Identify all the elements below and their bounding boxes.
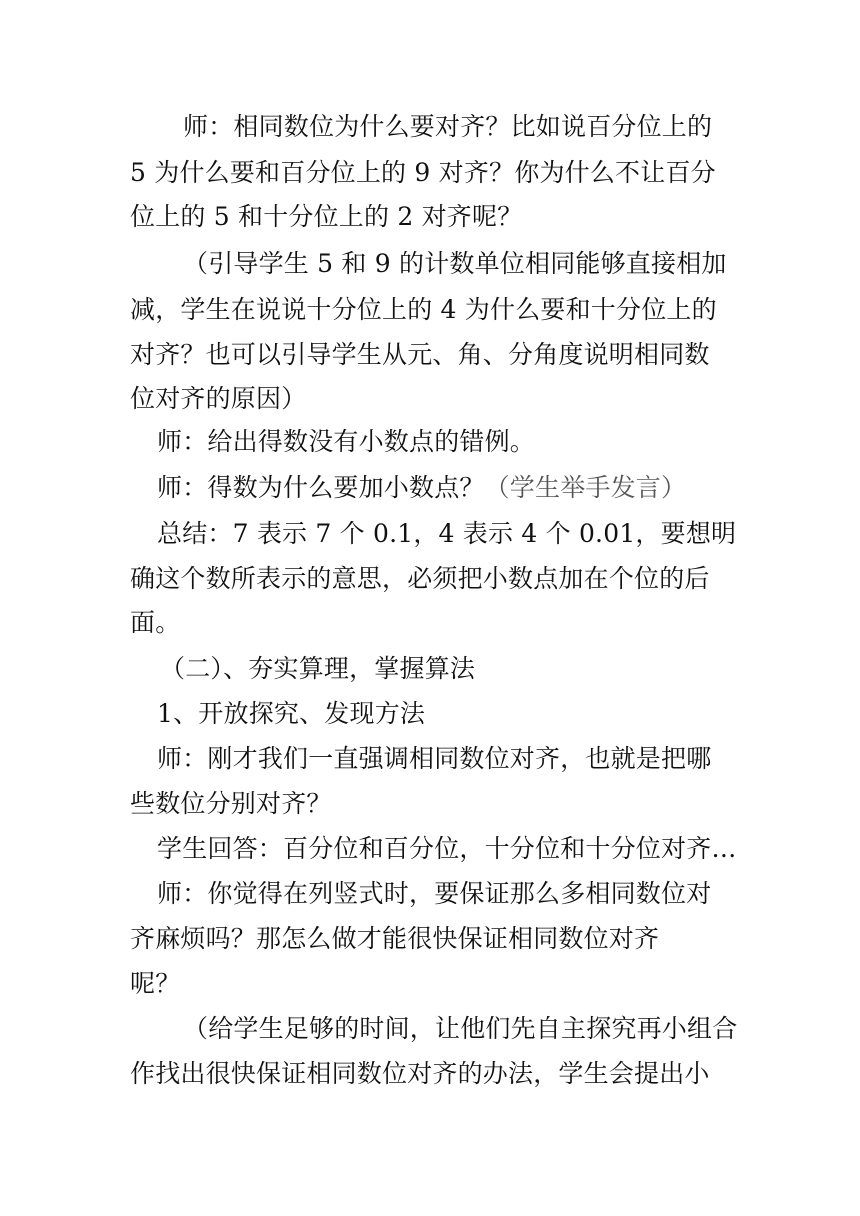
subsection-heading: 1、开放探究、发现方法 <box>157 699 426 728</box>
section-heading: （二）、夯实算理，掌握算法 <box>160 654 476 683</box>
paragraph-line-20: 作找出很快保证相同数位对齐的办法，学生会提出小 <box>130 1059 710 1088</box>
paragraph-line-16: 师：你觉得在列竖式时，要保证那么多相同数位对 <box>157 879 712 908</box>
paragraph-line-2: 5 为什么要和百分位上的 9 对齐？你为什么不让百分 <box>130 158 716 187</box>
paragraph-line-15: 学生回答：百分位和百分位，十分位和十分位对齐… <box>157 834 737 863</box>
paragraph-line-14: 些数位分别对齐？ <box>130 789 332 818</box>
paragraph-line-1: 师：相同数位为什么要对齐？比如说百分位上的 <box>183 112 713 141</box>
paragraph-line-10: 总结：7 表示 7 个 0.1，4 表示 4 个 0.01，要想明 <box>157 519 737 548</box>
paragraph-line-12: 面。 <box>130 608 181 637</box>
paragraph-line-18: 呢？ <box>130 969 181 998</box>
paragraph-line-3: 位上的 5 和十分位上的 2 对齐呢？ <box>130 202 523 231</box>
paragraph-line-5: 减，学生在说说十分位上的 4 为什么要和十分位上的 <box>130 295 717 324</box>
paragraph-line-19: （给学生足够的时间，让他们先自主探究再小组合 <box>183 1014 738 1043</box>
paragraph-line-17: 齐麻烦吗？那怎么做才能很快保证相同数位对齐 <box>130 924 660 953</box>
paragraph-line-9 <box>157 473 767 503</box>
paragraph-line-13: 师：刚才我们一直强调相同数位对齐，也就是把哪 <box>157 744 712 773</box>
teacher-question: 师：得数为什么要加小数点？ <box>157 473 485 502</box>
paragraph-line-11: 确这个数所表示的意思，必须把小数点加在个位的后 <box>130 564 710 593</box>
paragraph-line-7: 位对齐的原因） <box>130 384 307 413</box>
student-action-note: （学生举手发言） <box>484 473 687 502</box>
paragraph-line-6: 对齐？也可以引导学生从元、角、分角度说明相同数 <box>130 340 710 369</box>
paragraph-line-4: （引导学生 5 和 9 的计数单位相同能够直接相加 <box>183 249 727 278</box>
paragraph-line-8: 师：给出得数没有小数点的错例。 <box>157 427 536 456</box>
